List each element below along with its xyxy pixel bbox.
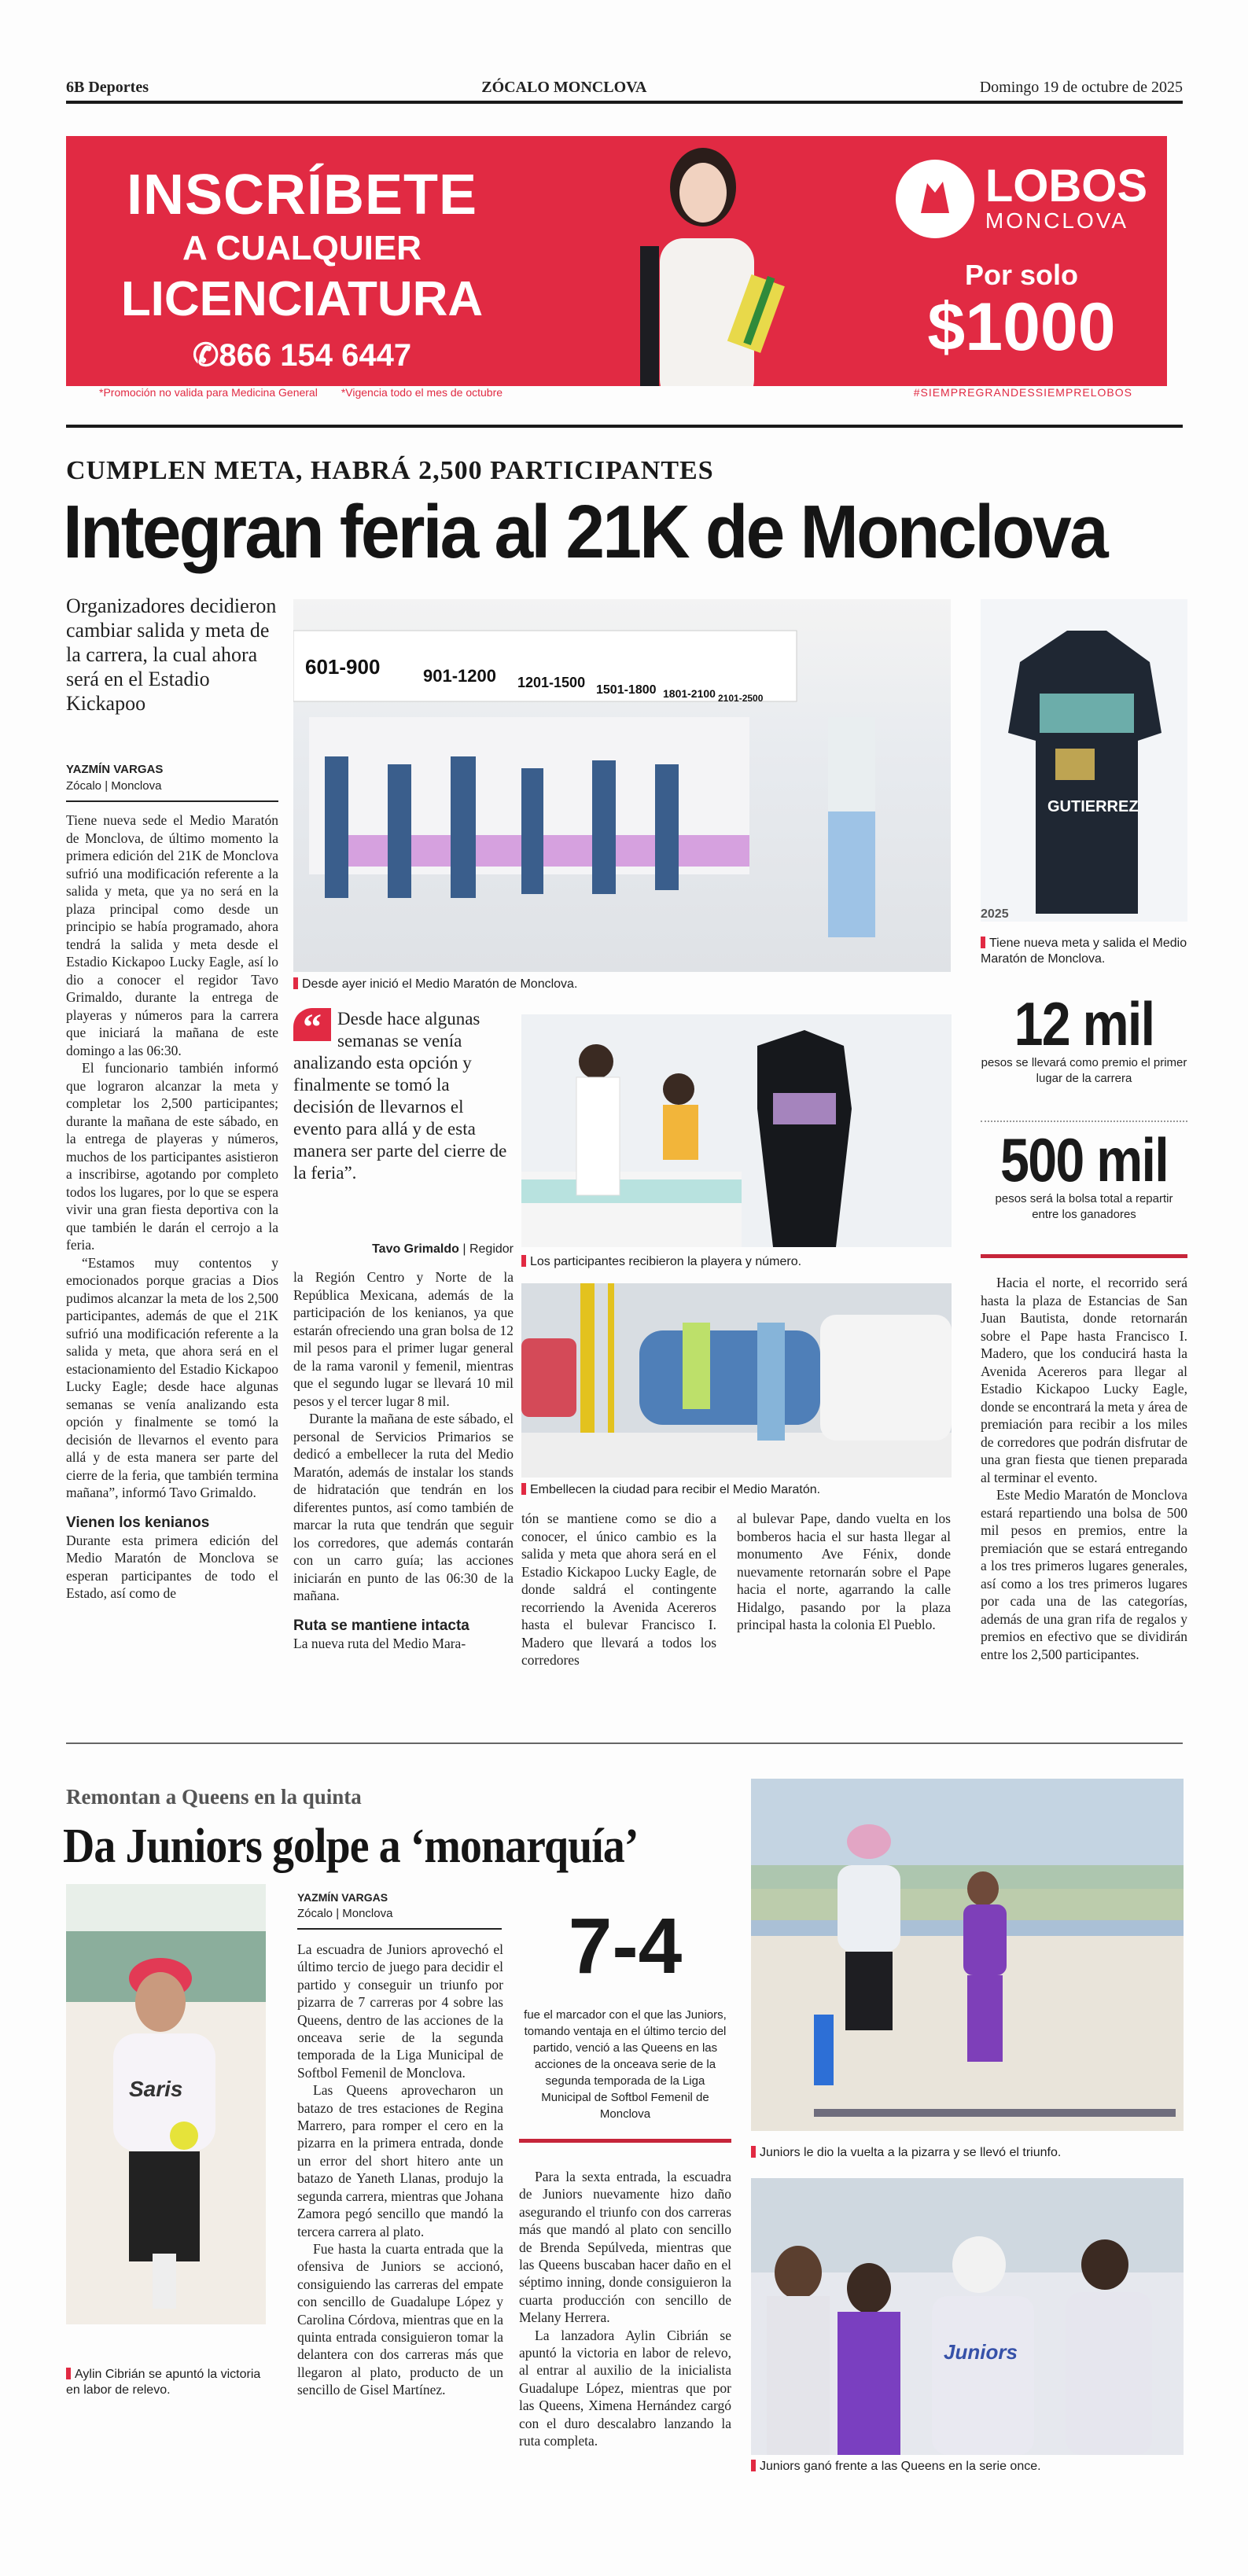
whatsapp-icon: ✆ [192,338,219,373]
svg-text:1801-2100: 1801-2100 [663,687,716,700]
story1-column-1 [66,811,278,1603]
stat-box-total-purse [981,1121,1187,1223]
pull-quote [293,1008,514,1184]
ad-note-2: *Vigencia todo el mes de octubre [341,386,503,399]
divider [66,425,1183,428]
byline-location: Zócalo | Monclova [66,779,162,793]
lobos-logo [892,160,1151,238]
svg-text:Juniors: Juniors [944,2340,1018,2364]
story1-column-3 [521,1510,716,1669]
story2-kicker: Remontan a Queens en la quinta [66,1785,362,1809]
pull-quote-text: Desde hace algunas semanas se venía analizando esta opción y finalmente se tomó la decisión de llevarnos el evento para allá y de esta manera ser parte del cierre de la feria”. [293,1009,507,1183]
photo-team-celebration[interactable] [751,2178,1184,2455]
ad-por-solo: Por solo [964,259,1079,291]
story2-column-1 [297,1941,503,2399]
issue-date: Domingo 19 de octubre de 2025 [979,79,1183,96]
subhead: Ruta se mantiene intacta [293,1617,469,1634]
stat-label: pesos será la bolsa total a repartir entre los ganadores [995,1192,1173,1221]
page-folio [66,79,1183,104]
ad-line-1: INSCRÍBETE [126,164,478,226]
byline-name: YAZMÍN VARGAS [297,1891,388,1904]
photo-pitcher[interactable] [66,1884,266,2324]
story1-headline: Integran feria al 21K de Monclova [63,490,1106,574]
final-score: 7-4 [568,1902,683,1990]
svg-text:1501-1800: 1501-1800 [596,683,657,697]
photo-caption: Juniors le dio la vuelta a la pizarra y se llevó el triunfo. [751,2145,1061,2161]
paragraph: Tiene nueva sede el Medio Maratón de Monclova, de último momento la primera edición del 21K de Monclova sufrió una modificación referente a la salida y meta, que ya no será en la plaza principal como desde un principio se había programado, ahora tendrá la salida y meta desde el Estadio Kickapoo Lucky Eagle, así lo dio a conocer el regidor Tavo Grimaldo, durante la entrega de playeras y números para la carrera que iniciará la mañana de este domingo a las 06:30. [66,812,278,1058]
svg-text:2025: 2025 [981,907,1009,921]
story1-kicker: CUMPLEN META, HABRÁ 2,500 PARTICIPANTES [66,456,714,485]
ad-phone [98,333,506,377]
paragraph: Durante la mañana de este sábado, el personal de Servicios Primarios se dedicó a embellecer la ruta del Medio Maratón, además de instalar los stands de hidratación que tendrán en los diferentes puntos, así como también de marcar la ruta que tendrán que seguir los corredores, que además contarán con un carro guía; las acciones iniciarán en punto de las 06:30 de la mañana. [293,1411,514,1603]
brand-name: LOBOS [985,160,1148,212]
accent-rule [981,1254,1187,1258]
svg-text:1201-1500: 1201-1500 [517,675,586,690]
paragraph: La lanzadora Aylin Cibrián se apuntó la victoria en labor de relevo, al entrar al auxilio de la inicialista Guadalupe López, mientras que por las Queens, Ximena Hernández cargó con el duro descalabro lanzando la ruta completa. [519,2327,731,2449]
photo-caption: Aylin Cibrián se apuntó la victoria en labor de relevo. [66,2367,266,2398]
photo-caption: Desde ayer inició el Medio Maratón de Monclova. [293,977,577,992]
story1-deck: Organizadores decidieron cambiar salida y meta de la carrera, la cual ahora será en el Estadio Kickapoo [66,594,277,715]
paragraph: al bulevar Pape, dando vuelta en los bomberos hacia el sur hasta llegar al monumento Ave Fénix, donde nuevamente retornarán sobre el Pape hacia el norte, agarrando la calle Hidalgo, pasando por la plaza principal hasta la colonia El Pueblo. [737,1511,951,1632]
paragraph: tón se mantiene como se dio a conocer, el único cambio es la salida y meta que ahora será en el Estadio Kickapoo Lucky Eagle, de donde saldrá el contingente recorriendo la Avenida Acereros hasta el bulevar Francisco I. Madero que llevará a todos los corredores [521,1511,716,1668]
ad-line-2: A CUALQUIER [182,229,422,267]
byline-name: YAZMÍN VARGAS [66,763,164,776]
subhead: Vienen los kenianos [66,1514,210,1531]
story1-column-2 [293,1268,514,1652]
paragraph: Para la sexta entrada, la escuadra de Juniors nuevamente hizo daño asegurando el triunfo con dos carreras más que mandó al plato con sencillo de Brenda Sepúlveda, mientras que las Queens buscaban hacer daño en el séptimo inning, donde consiguieron la cuarta producción con sencillo de Melany Herrera. [519,2169,731,2326]
paragraph: El funcionario también informó que lograron alcanzar la meta y completar los 2,500 participantes; durante la mañana de este sábado, en la entrega de playeras y números, muchos de los participantes asistieron a inscribirse, agotando por completo todos los lugares, por lo que se espera vivir una gran fiesta deportiva con la que también le darán el cerrojo a la feria. [66,1060,278,1253]
photo-runner-scoring[interactable] [751,1779,1184,2131]
paragraph: Fue hasta la cuarta entrada que la ofensiva de Juniors se accionó, consiguiendo las carreras del empate con sencillo de Guadalupe López y Carolina Córdova, mientras que en la quinta entrada consiguieron tomar la delantera con dos carreras más que llegaron al plato, producto de un sencillo de Gisel Martínez. [297,2240,503,2398]
ad-hashtag: #SIEMPREGRANDESSIEMPRELOBOS [913,386,1132,399]
paragraph: La escuadra de Juniors aprovechó el último tercio de juego para decidir el partido y conseguir un triunfo por pizarra de 7 carreras por 4 sobre las Queens, dentro de las acciones de la onceava serie de la segunda temporada de la Liga Municipal de Softbol Femenil de Monclova. [297,1941,503,2081]
brand-sub: MONCLOVA [985,208,1129,233]
paragraph: “Estamos muy contentos y emocionados porque gracias a Dios pudimos alcanzar la meta de los 2,500 participantes, además de que el 21K sufrió una modificación referente a la salida y meta, que ahora será en el estacionamiento del Estadio Kickapoo Lucky Eagle; desde hace algunas semanas se venía analizando esta opción y finalmente se tomó la decisión de llevarnos el evento para allá y de esta manera ser parte del cierre de la feria, que también termina mañana”, informó Tavo Grimaldo. [66,1254,278,1500]
ad-model-photo [585,144,829,386]
svg-text:2101-2500: 2101-2500 [718,693,764,704]
photo-street-cleaning[interactable] [521,1283,952,1478]
photo-race-shirt[interactable] [981,599,1187,922]
stat-value: 500 mil [1000,1125,1168,1194]
svg-text:Saris: Saris [129,2077,183,2101]
score-box [519,1903,731,2122]
paragraph: Durante esta primera edición del Medio Maratón de Monclova se esperan participantes de todo el Estado, así como de [66,1532,278,1601]
stat-value: 12 mil [1014,989,1154,1058]
ad-copy [98,164,506,377]
ad-footnotes [66,386,1167,408]
story1-column-5 [981,1274,1187,1663]
paragraph: la Región Centro y Norte de la República Mexicana, además de la participación de los kenianos, ya que estarán ofreciendo una gran bolsa de 12 mil pesos para el primer lugar general de la rama varonil y femenil, mientras que el segundo lugar se llevará 10 mil pesos y el tercer lugar 8 mil. [293,1269,514,1409]
story1-column-4 [737,1510,951,1634]
ad-price: $1000 [927,289,1116,365]
story1-byline [66,763,278,802]
story2-byline [297,1891,502,1930]
photo-kit-delivery[interactable] [521,1014,952,1247]
svg-text:601-900: 601-900 [305,655,381,679]
section-label: 6B Deportes [66,79,149,96]
advertisement-banner[interactable] [66,136,1167,386]
stat-label: pesos se llevará como premio el primer lugar de la carrera [981,1056,1187,1085]
newspaper-name: ZÓCALO MONCLOVA [481,79,647,96]
photo-caption: Embellecen la ciudad para recibir el Medio Maratón. [521,1482,820,1498]
photo-caption: Tiene nueva meta y salida el Medio Maratón de Monclova. [981,937,1187,966]
score-description: fue el marcador con el que las Juniors, tomando ventaja en el último tercio del partido, venció a las Queens en las acciones de la onceava serie de la segunda temporada de la Liga Municipal de Softbol Femenil de Monclova [524,2008,727,2121]
quote-author: Tavo Grimaldo [372,1242,459,1256]
stat-box-first-prize [981,989,1187,1087]
paragraph: Hacia el norte, el recorrido será hasta la plaza de Estancias de San Juan Bautista, donde retornarán sobre el Pape hasta Francisco I. Madero, que los conducirá hasta la Avenida Acereros para llegar al Estadio Kickapoo Lucky Eagle, donde se encontrará la meta y área de premiación para recibir a los miles de corredores que podrán disfrutar de una gran fiesta que tienen preparada al terminar el evento. [981,1275,1187,1485]
story2-column-2 [519,2168,731,2450]
byline-location: Zócalo | Monclova [297,1907,393,1920]
ad-phone-number: 866 154 6447 [219,338,412,373]
paragraph: La nueva ruta del Medio Mara- [293,1635,466,1651]
paragraph: Este Medio Maratón de Monclova estará repartiendo una bolsa de 500 mil pesos en premios, entre la premiación que se estará entregando a los tres primeros lugares generales, así como a los tres primeros lugares por cada una de las categorías, además de una gran rifa de regalos y premios en efectivo que se dividirán entre los 2,500 participantes. [981,1487,1187,1662]
svg-text:GUTIERREZ: GUTIERREZ [1047,798,1139,815]
story2-headline: Da Juniors golpe a ‘monarquía’ [63,1820,639,1873]
photo-caption: Los participantes recibieron la playera y número. [521,1254,801,1270]
quote-author-role: Regidor [469,1242,514,1256]
photo-registration-stands[interactable] [293,599,951,972]
divider [66,1742,1183,1744]
accent-rule [519,2139,731,2143]
paragraph: Las Queens aprovecharon un batazo de tres estaciones de Regina Marrero, para romper el cero en la pizarra en la primera entrada, donde un error del short hitero ante un batazo de Yaneth Llanas, produjo la segunda carrera, mientras que Johana Zamora pegó sencillo que mandó la tercera carrera al plato. [297,2082,503,2239]
ad-brand-block [892,160,1151,365]
ad-line-3: LICENCIATURA [120,272,484,326]
pull-quote-attribution: Tavo Grimaldo | Regidor [372,1242,514,1256]
quote-icon: “ [293,1008,331,1041]
ad-note-1: *Promoción no valida para Medicina General [99,386,318,399]
wolf-icon [896,160,974,238]
photo-caption: Juniors ganó frente a las Queens en la serie once. [751,2459,1041,2475]
svg-text:901-1200: 901-1200 [423,666,496,686]
